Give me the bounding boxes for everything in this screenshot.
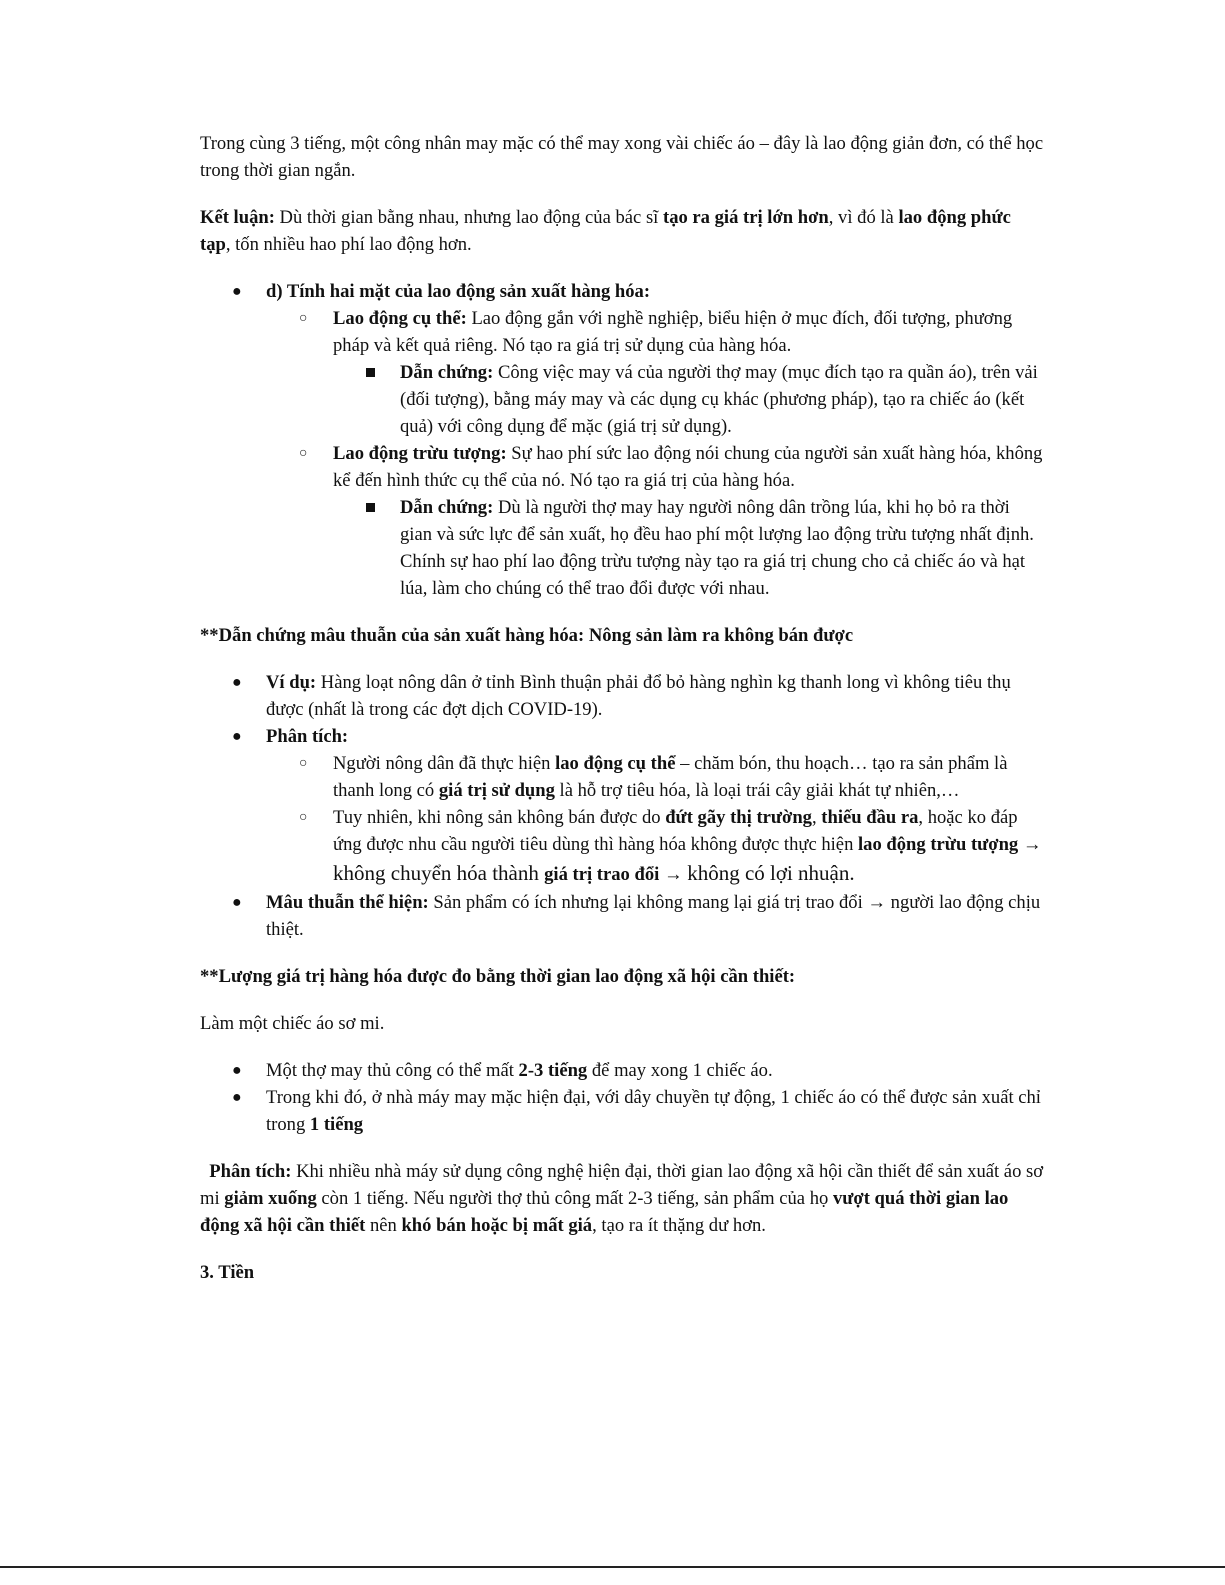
square-bullet-icon (366, 503, 375, 512)
value-intro: Làm một chiếc áo sơ mi. (200, 1013, 385, 1034)
list-item: Dẫn chứng: Dù là người thợ may hay người nông dân trồng lúa, khi họ bỏ ra thời gian và sức lực để sản xuất, họ đều hao phí một lượng lao động trừu tượng nhất định. Chính sự hao phí lao động trừu tượng này tạo ra giá trị chung cho cả chiếc áo và hạt lúa, làm cho chúng có thể trao đổi được với nhau. (200, 494, 1045, 602)
list-contradiction (200, 669, 1045, 943)
list-item: ● Ví dụ: Hàng loạt nông dân ở tỉnh Bình thuận phải đổ bỏ hàng nghìn kg thanh long vì không tiêu thụ được (nhất là trong các đợt dịch COVID-19). (200, 669, 1045, 723)
value-heading: **Lượng giá trị hàng hóa được đo bằng thời gian lao động xã hội cần thiết: (200, 966, 796, 987)
circle-bullet-icon: ○ (299, 311, 308, 326)
list-item: ● Phân tích: (200, 723, 1045, 750)
bullet-icon: ● (232, 1062, 242, 1079)
list-item: ○ Người nông dân đã thực hiện lao động cụ thể – chăm bón, thu hoạch… tạo ra sản phẩm là thanh long có giá trị sử dụng là hỗ trợ tiêu hóa, là loại trái cây giải khát tự nhiên,… (200, 750, 1045, 804)
paragraph-value-analysis: Phân tích: Khi nhiều nhà máy sử dụng công nghệ hiện đại, thời gian lao động xã hội cần thiết để sản xuất áo sơ mi giảm xuống còn 1 tiếng. Nếu người thợ thủ công mất 2-3 tiếng, sản phẩm của họ vượt quá thời gian lao động xã hội cần thiết nên khó bán hoặc bị mất giá, tạo ra ít thặng dư hơn. (200, 1161, 1044, 1236)
circle-bullet-icon: ○ (299, 756, 308, 771)
list-item: ● Mâu thuẫn thể hiện: Sản phẩm có ích nhưng lại không mang lại giá trị trao đổi → người lao động chịu thiệt. (200, 889, 1045, 943)
list-item: ○ Lao động cụ thể: Lao động gắn với nghề nghiệp, biểu hiện ở mục đích, đối tượng, phương pháp và kết quả riêng. Nó tạo ra giá trị sử dụng của hàng hóa. (200, 305, 1045, 359)
list-item: Dẫn chứng: Công việc may vá của người thợ may (mục đích tạo ra quần áo), trên vải (đối tượng), bằng máy may và các dụng cụ khác (phương pháp), tạo ra chiếc áo (kết quả) với công dụng để mặc (giá trị sử dụng). (200, 359, 1045, 440)
bullet-icon: ● (232, 283, 242, 300)
list-item: ● Trong khi đó, ở nhà máy may mặc hiện đại, với dây chuyền tự động, 1 chiếc áo có thể được sản xuất chỉ trong 1 tiếng (200, 1084, 1045, 1138)
conclusion-label: Kết luận: (200, 207, 275, 228)
list-two-sides-of-labor (200, 278, 1045, 602)
paragraph-labor-simple: Trong cùng 3 tiếng, một công nhân may mặc có thể may xong vài chiếc áo – đây là lao động giản đơn, có thể học trong thời gian ngắn. (200, 133, 1044, 181)
document-page (200, 130, 1045, 1286)
circle-bullet-icon: ○ (299, 810, 308, 825)
contradiction-heading: **Dẫn chứng mâu thuẫn của sản xuất hàng hóa: Nông sản làm ra không bán được (200, 625, 854, 646)
square-bullet-icon (366, 368, 375, 377)
list-item: ○ Lao động trừu tượng: Sự hao phí sức lao động nói chung của người sản xuất hàng hóa, không kể đến hình thức cụ thể của nó. Nó tạo ra giá trị của hàng hóa. (200, 440, 1045, 494)
list-item: ○ Tuy nhiên, khi nông sản không bán được do đứt gãy thị trường, thiếu đầu ra, hoặc ko đáp ứng được nhu cầu người tiêu dùng thì hàng hóa không được thực hiện lao động trừu tượng → không chuyển hóa thành giá trị trao đổi → không có lợi nhuận. (200, 804, 1045, 889)
bullet-icon: ● (232, 674, 242, 691)
list-item (200, 278, 1045, 305)
page-bottom-border (0, 1566, 1225, 1568)
paragraph-conclusion: Kết luận: Dù thời gian bằng nhau, nhưng lao động của bác sĩ tạo ra giá trị lớn hơn, vì đó là lao động phức tạp, tốn nhiều hao phí lao động hơn. (200, 207, 1011, 255)
bullet-icon: ● (232, 728, 242, 745)
section-3-heading: 3. Tiền (200, 1262, 255, 1283)
list-item: ● Một thợ may thủ công có thể mất 2-3 tiếng để may xong 1 chiếc áo. (200, 1057, 1045, 1084)
section-d-heading: d) Tính hai mặt của lao động sản xuất hàng hóa: (266, 281, 651, 302)
list-shirt-example (200, 1057, 1045, 1138)
bullet-icon: ● (232, 894, 242, 911)
circle-bullet-icon: ○ (299, 446, 308, 461)
bullet-icon: ● (232, 1089, 242, 1106)
